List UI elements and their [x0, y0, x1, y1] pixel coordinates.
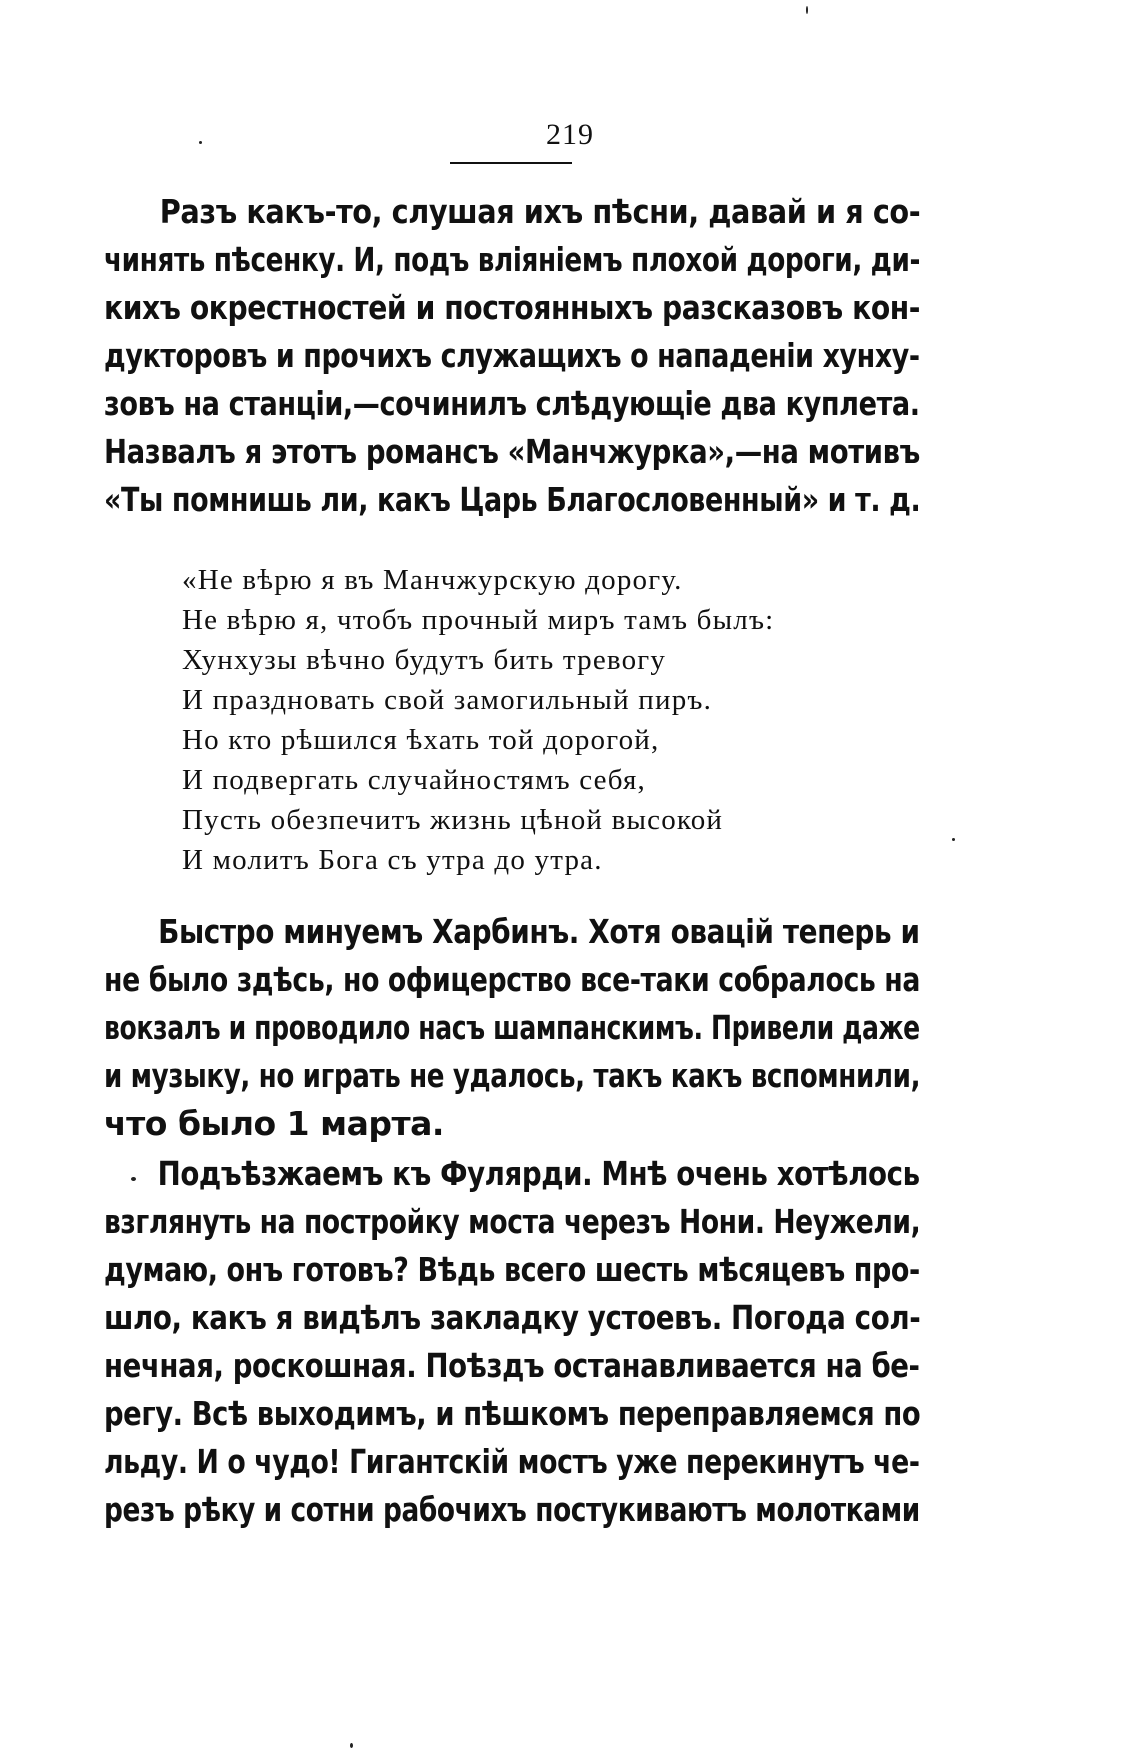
paragraph-2-line-4: и музыку, но играть не удалось, такъ какъ вспомнили,: [104, 1056, 921, 1095]
paragraph-3-line-8: резъ рѣку и сотни рабочихъ постукиваютъ молотками: [104, 1490, 920, 1529]
paragraph-3-line-5: нечная, роскошная. Поѣздъ останавливается на бе-: [104, 1346, 920, 1385]
page-number-rule: [450, 162, 572, 164]
paragraph-1-line-7: «Ты помнишь ли, какъ Царь Благословенный» и т. д.: [104, 480, 921, 519]
poem-line-1: «Не вѣрю я въ Манчжурскую дорогу.: [182, 564, 683, 596]
poem-line-8: И молитъ Бога съ утра до утра.: [182, 844, 603, 876]
paragraph-1-line-3: кихъ окрестностей и постоянныхъ разсказовъ кон-: [104, 288, 921, 327]
paragraph-2-line-2: не было здѣсь, но офицерство все-таки собралось на: [104, 960, 921, 999]
poem-line-4: И праздновать свой замогильный пиръ.: [182, 684, 713, 716]
paragraph-3-line-3: думаю, онъ готовъ? Вѣдь всего шесть мѣсяцевъ про-: [104, 1250, 920, 1289]
paragraph-3-line-6: регу. Всѣ выходимъ, и пѣшкомъ переправляемся по: [104, 1394, 921, 1433]
poem-line-6: И подвергать случайностямъ себя,: [182, 764, 646, 796]
paragraph-1-line-2: чинять пѣсенку. И, подъ вліяніемъ плохой дороги, ди-: [104, 240, 921, 279]
scan-speck: [806, 6, 808, 14]
scan-speck: [131, 1177, 136, 1181]
paragraph-1-line-5: зовъ на станціи,—сочинилъ слѣдующіе два куплета.: [104, 384, 920, 423]
paragraph-3-line-2: взглянуть на постройку моста черезъ Нони. Неужели,: [104, 1202, 921, 1241]
paragraph-3-line-4: шло, какъ я видѣлъ закладку устоевъ. Погода сол-: [104, 1298, 921, 1337]
poem-line-3: Хунхузы вѣчно будутъ бить тревогу: [182, 644, 667, 676]
paragraph-3-line-1: Подъѣзжаемъ къ Фулярди. Мнѣ очень хотѣлось: [157, 1154, 920, 1193]
paragraph-2-line-5: что было 1 марта.: [104, 1104, 444, 1143]
paragraph-2-line-3: вокзалъ и проводило насъ шампанскимъ. Привели даже: [104, 1008, 920, 1047]
paragraph-3-line-7: льду. И о чудо! Гигантскій мостъ уже перекинутъ че-: [104, 1442, 920, 1481]
paragraph-1-line-4: дукторовъ и прочихъ служащихъ о нападеніи хунху-: [104, 336, 920, 375]
page-number: 219: [546, 118, 594, 151]
poem-line-7: Пусть обезпечитъ жизнь цѣной высокой: [182, 804, 724, 836]
poem-line-5: Но кто рѣшился ѣхать той дорогой,: [182, 724, 660, 756]
paragraph-1-line-6: Назвалъ я этотъ романсъ «Манчжурка»,—на мотивъ: [104, 432, 920, 471]
scan-speck: [350, 1743, 353, 1748]
paragraph-1-line-1: Разъ какъ-то, слушая ихъ пѣсни, давай и я со-: [159, 192, 921, 231]
scan-speck: [199, 141, 202, 144]
poem-line-2: Не вѣрю я, чтобъ прочный миръ тамъ былъ:: [182, 604, 775, 636]
scan-speck: [952, 838, 955, 841]
paragraph-2-line-1: Быстро минуемъ Харбинъ. Хотя овацій теперь и: [158, 912, 920, 951]
